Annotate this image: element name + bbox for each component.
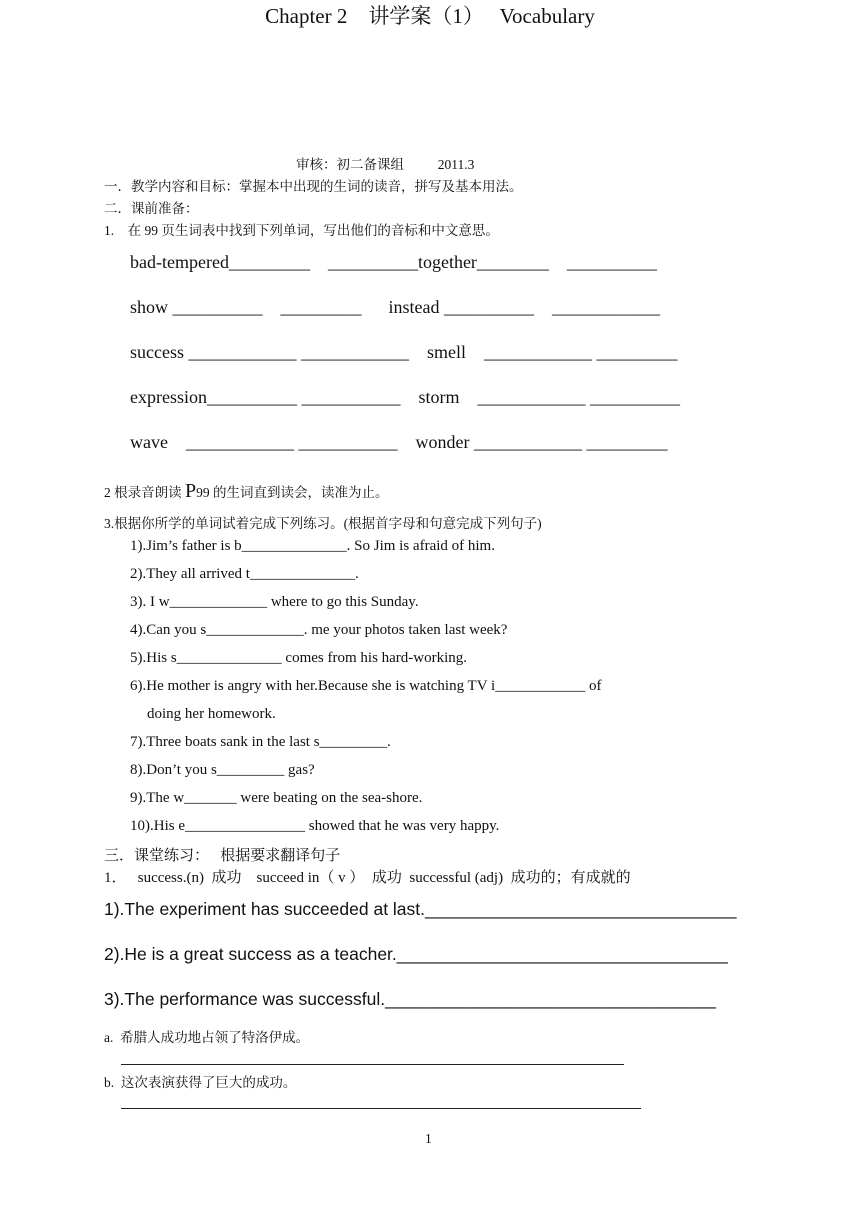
vocab-row: show __________ _________ instead __________ ____________: [130, 297, 660, 317]
exercise-line: 4).Can you s_____________. me your photos taken last week?: [130, 622, 508, 638]
translate-sentence: 2).He is a great success as a teacher.__________________________________: [104, 944, 728, 964]
vocab-row: bad-tempered_________ __________together________ __________: [130, 252, 657, 272]
vocab-row: success ____________ ____________ smell ____________ _________: [130, 342, 678, 362]
exercise-line: 2).They all arrived t______________.: [130, 566, 359, 582]
translate-sentence: 3).The performance was successful.__________________________________: [104, 989, 716, 1009]
answer-line-a: [121, 1064, 624, 1065]
section-2-item-3: 3.根据你所学的单词试着完成下列练习。(根据首字母和句意完成下列句子): [104, 516, 542, 531]
exercise-line: 1).Jim’s father is b______________. So Jim is afraid of him.: [130, 538, 495, 554]
section-3-item-1: 1． success.(n) 成功 succeed in（ v ） 成功 successful (adj) 成功的；有成就的: [104, 870, 631, 886]
item-2-big-letter: P: [185, 480, 197, 502]
review-line: 审核：初二备课组 2011.3: [296, 157, 475, 172]
exercise-line: 6).He mother is angry with her.Because she is watching TV i____________ of: [130, 678, 602, 694]
item-2-suffix: 99 的生词直到读会，读准为止。: [196, 485, 389, 500]
translate-item-a: a. 希腊人成功地占领了特洛伊成。: [104, 1030, 310, 1045]
section-3-heading: 三．课堂练习： 根据要求翻译句子: [104, 848, 341, 864]
item-2-prefix: 2 根录音朗读: [104, 485, 185, 500]
exercise-line: 9).The w_______ were beating on the sea-shore.: [130, 790, 423, 806]
page-number: 1: [425, 1131, 432, 1146]
exercise-line: 5).His s______________ comes from his hard-working.: [130, 650, 468, 666]
translate-sentence: 1).The experiment has succeeded at last.________________________________: [104, 899, 737, 919]
page-title: Chapter 2 讲学案（1） Vocabulary: [265, 4, 595, 28]
section-2-heading: 二．课前准备：: [104, 201, 199, 216]
section-2-item-2: [104, 480, 389, 503]
exercise-line: 8).Don’t you s_________ gas?: [130, 762, 315, 778]
exercise-line: 10).His e________________ showed that he was very happy.: [130, 818, 500, 834]
section-2-item-1: 1. 在 99 页生词表中找到下列单词，写出他们的音标和中文意思。: [104, 223, 499, 238]
answer-line-b: [121, 1108, 641, 1109]
vocab-row: wave ____________ ___________ wonder ____________ _________: [130, 432, 668, 452]
exercise-line: 7).Three boats sank in the last s_________.: [130, 734, 391, 750]
section-1-goals: 一．教学内容和目标：掌握本中出现的生词的读音，拼写及基本用法。: [104, 179, 523, 194]
exercise-line-continued: doing her homework.: [147, 706, 276, 722]
exercise-line: 3). I w_____________ where to go this Sunday.: [130, 594, 419, 610]
translate-item-b: b. 这次表演获得了巨大的成功。: [104, 1075, 297, 1090]
vocab-row: expression__________ ___________ storm ____________ __________: [130, 387, 680, 407]
